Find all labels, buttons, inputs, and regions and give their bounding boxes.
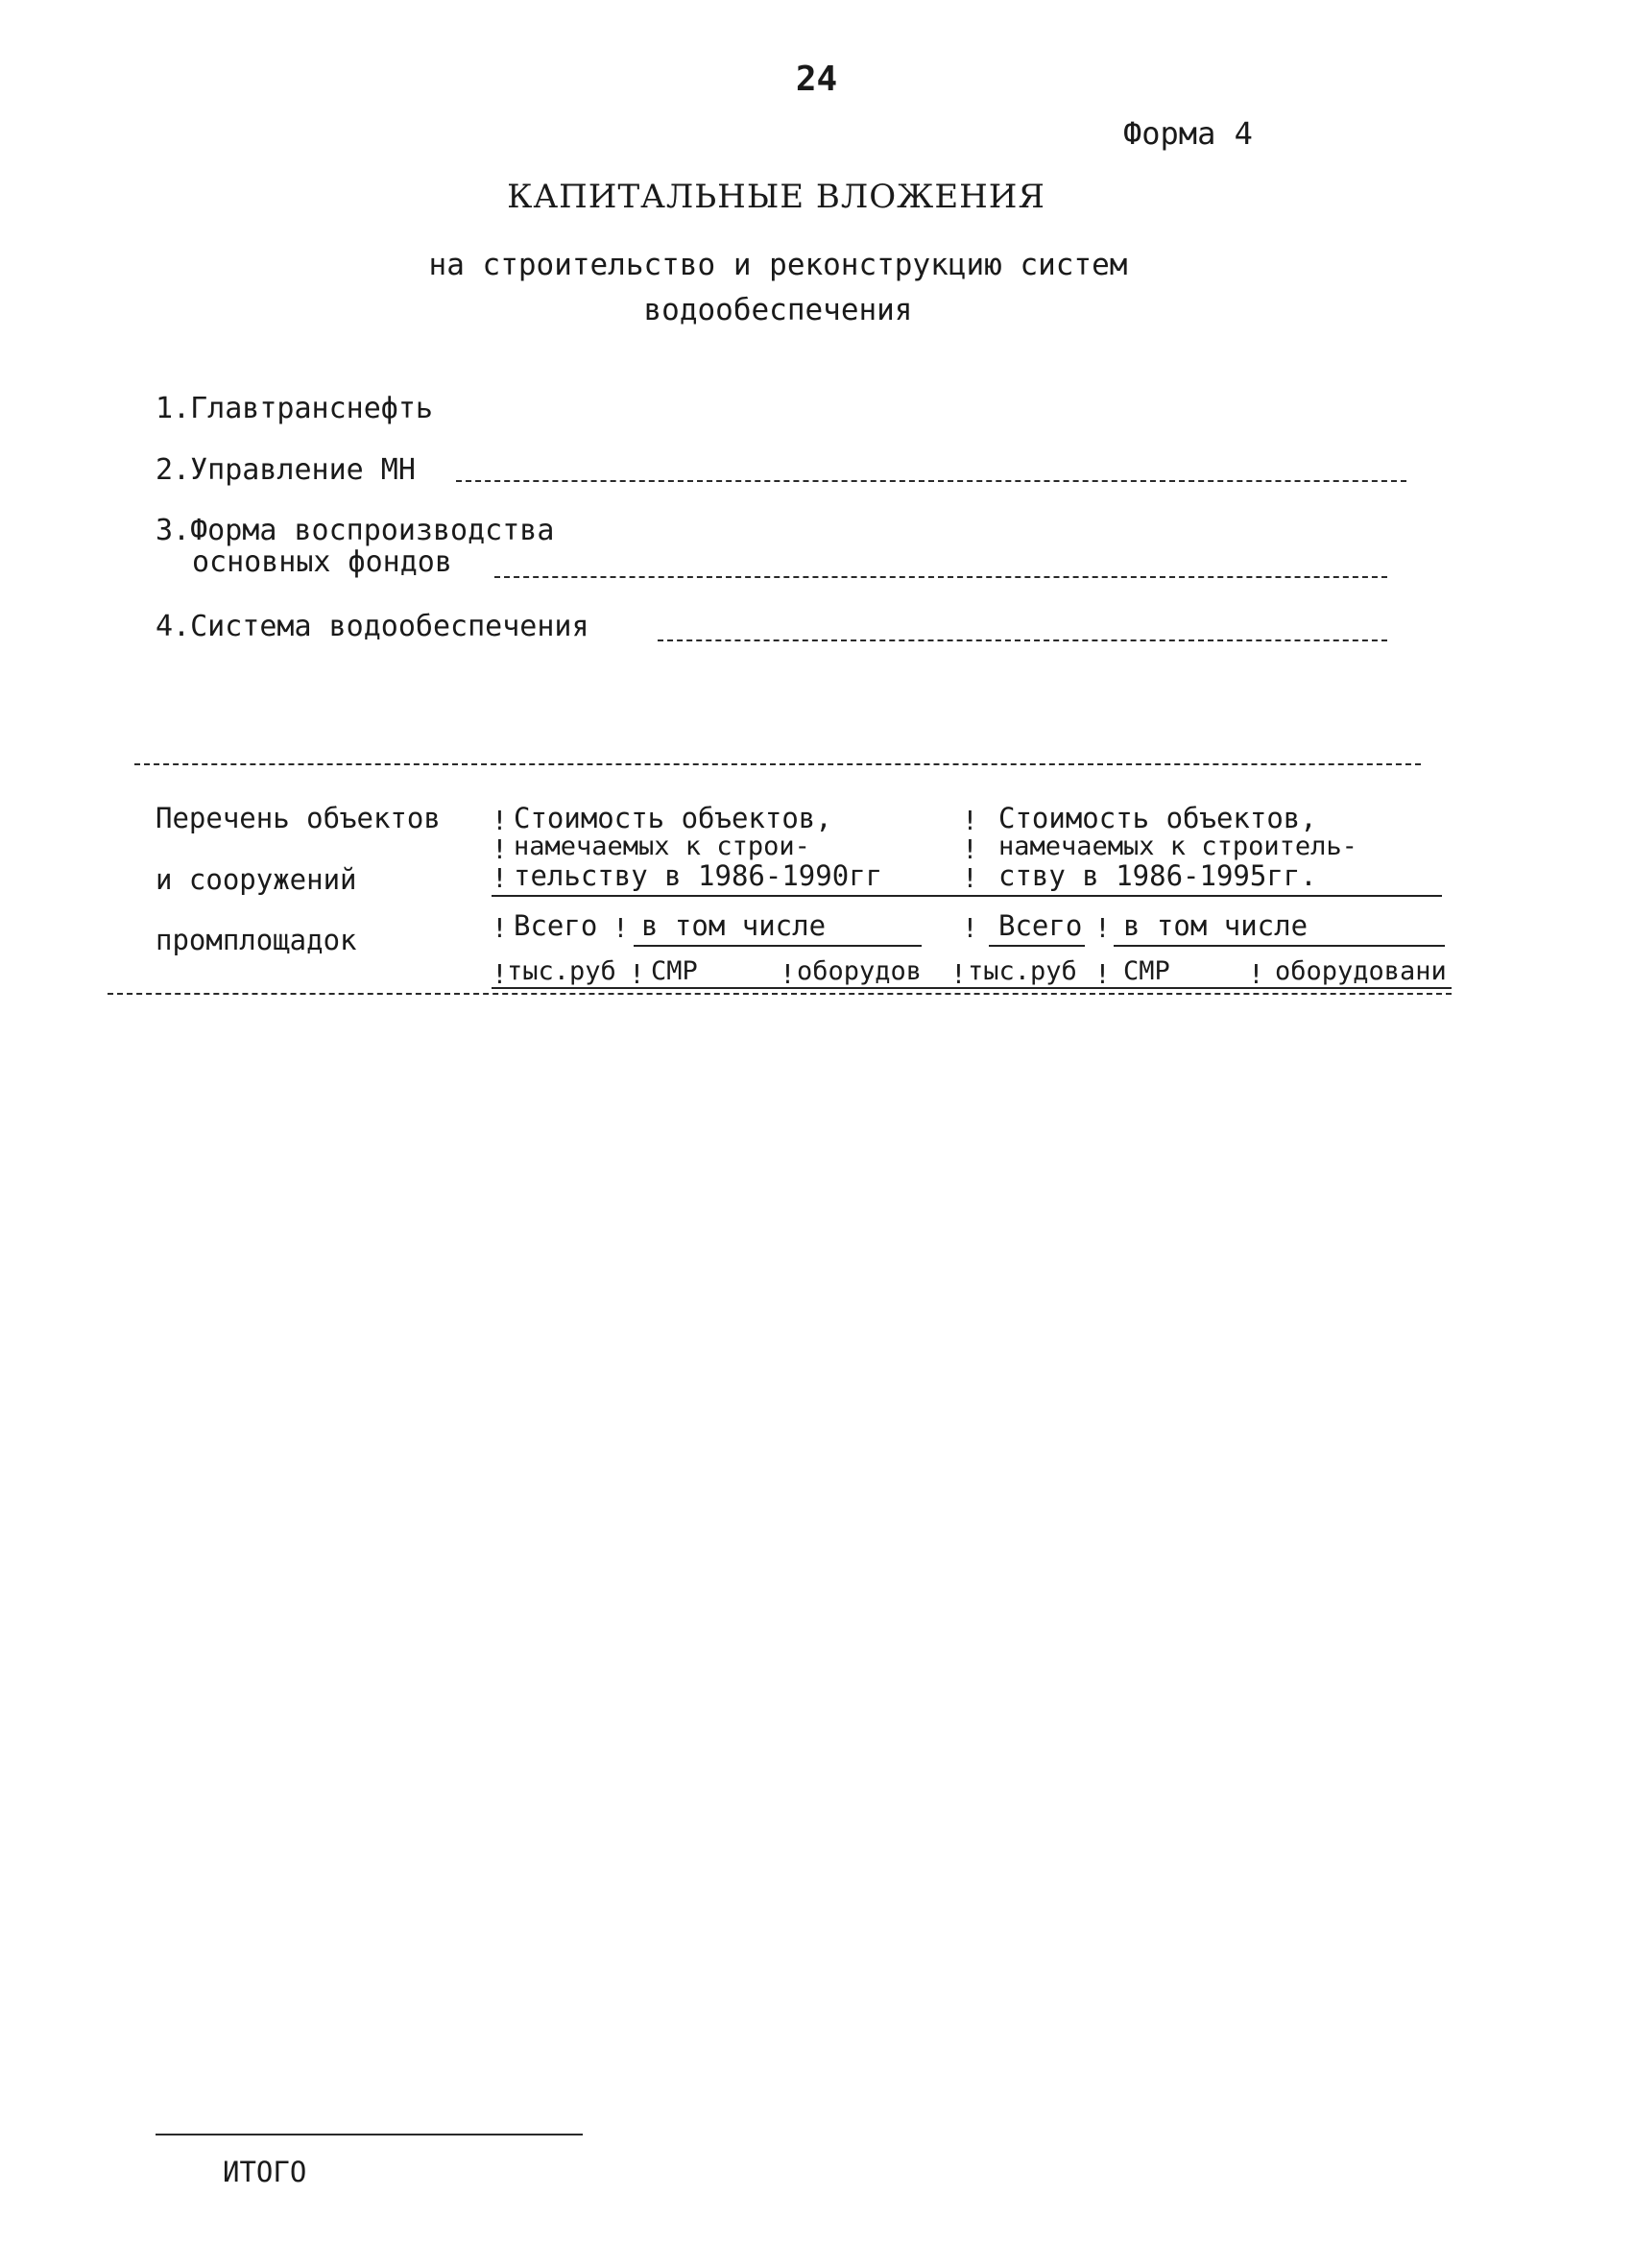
separator: !	[1094, 912, 1111, 944]
field-reproduction-label-line1: 3.Форма воспроизводства	[156, 514, 555, 547]
separator: !	[962, 805, 978, 836]
page-number: 24	[795, 60, 838, 99]
period2-smr: СМР	[1123, 956, 1170, 986]
period1-header-line3: тельству в 1986-1990гг	[514, 859, 883, 892]
field-management-line[interactable]	[456, 480, 1406, 482]
separator: !	[950, 958, 967, 990]
period1-including-label: в том числе	[641, 909, 827, 942]
period2-equipment: оборудовани	[1275, 956, 1447, 986]
separator: !	[492, 833, 508, 865]
table-top-rule	[134, 763, 1421, 765]
document-title: КАПИТАЛЬНЫЕ ВЛОЖЕНИЯ	[507, 178, 1045, 216]
separator: !	[962, 912, 978, 944]
separator: !	[780, 958, 796, 990]
total-rule	[156, 2134, 583, 2135]
period2-header-line3: ству в 1986-1995гг.	[998, 859, 1317, 892]
field-reproduction-line[interactable]	[494, 576, 1387, 578]
separator: !	[492, 805, 508, 836]
col-objects-line3: промплощадок	[156, 924, 357, 956]
period-header-underline	[492, 895, 1442, 897]
document-subtitle-line1: на строительство и реконструкцию систем	[428, 248, 1128, 282]
period1-header-line1: Стоимость объектов,	[514, 802, 832, 834]
period2-including-label: в том числе	[1123, 909, 1309, 942]
col-objects-line1: Перечень объектов	[156, 802, 441, 834]
period2-including-underline	[1114, 945, 1445, 947]
field-reproduction-label-line2: основных фондов	[192, 545, 452, 579]
period1-total-label: Всего	[514, 909, 598, 942]
field-water-supply-line[interactable]	[658, 639, 1387, 641]
col-objects-line2: и сооружений	[156, 863, 357, 896]
separator: !	[492, 912, 508, 944]
table-header-bottom-rule	[108, 993, 1452, 995]
document-subtitle-line2: водообеспечения	[643, 293, 913, 327]
total-label: ИТОГО	[223, 2156, 307, 2188]
subheader-underline	[492, 987, 1452, 989]
period2-header-line2: намечаемых к строитель-	[998, 832, 1357, 861]
period2-header-line1: Стоимость объектов,	[998, 802, 1317, 834]
separator: !	[1094, 958, 1111, 990]
separator: !	[962, 833, 978, 865]
form-label: Форма 4	[1123, 115, 1253, 152]
period1-header-line2: намечаемых к строи-	[514, 832, 810, 861]
period1-smr: СМР	[651, 956, 698, 986]
separator: !	[612, 912, 629, 944]
period1-including-underline	[634, 945, 922, 947]
period2-total-label: Всего	[998, 909, 1083, 942]
period1-equipment: оборудов	[797, 956, 923, 986]
field-water-supply-label: 4.Система водообеспечения	[156, 610, 589, 643]
separator: !	[1248, 958, 1264, 990]
period1-unit: тыс.руб	[507, 956, 616, 986]
period2-unit: тыс.руб	[968, 956, 1077, 986]
separator: !	[962, 862, 978, 894]
separator: !	[629, 958, 645, 990]
field-glavtransneft-label: 1.Главтранснефть	[156, 392, 433, 425]
period2-total-underline	[989, 945, 1085, 947]
separator: !	[492, 862, 508, 894]
field-management-label: 2.Управление МН	[156, 453, 416, 487]
separator: !	[492, 958, 508, 990]
